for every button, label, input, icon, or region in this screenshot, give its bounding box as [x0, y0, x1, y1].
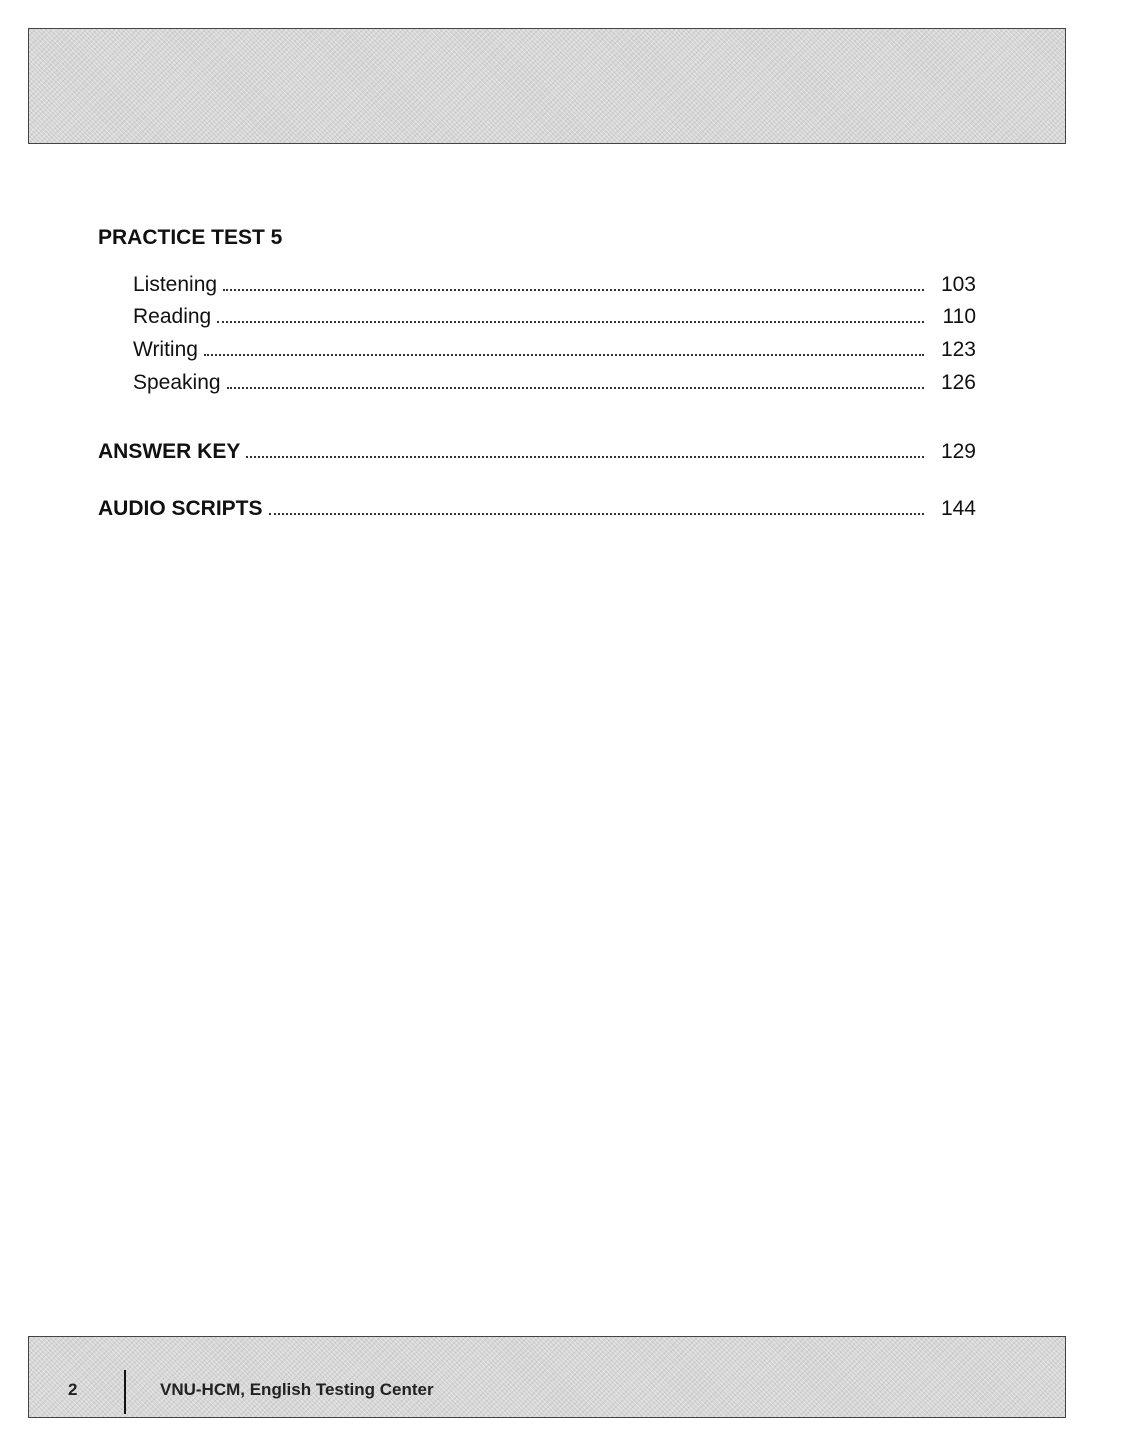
section-title: PRACTICE TEST 5	[98, 226, 283, 249]
dot-leader	[223, 287, 924, 291]
toc-entry-page: 126	[940, 371, 976, 394]
dot-leader	[217, 319, 924, 323]
toc-entry-speaking[interactable]	[133, 372, 976, 393]
toc-entry-label: Listening	[133, 273, 218, 296]
dot-leader	[204, 352, 924, 356]
header-band	[28, 28, 1066, 144]
toc-entry-audio-scripts[interactable]	[98, 498, 976, 519]
toc-entry-page: 103	[940, 273, 976, 296]
dot-leader	[269, 511, 924, 515]
footer-organization: VNU-HCM, English Testing Center	[160, 1380, 434, 1399]
toc-entry-listening[interactable]	[133, 274, 976, 295]
toc-entry-label: AUDIO SCRIPTS	[98, 497, 263, 520]
toc-entry-label: ANSWER KEY	[98, 440, 241, 463]
toc-entry-page: 123	[940, 338, 976, 361]
page-number: 2	[68, 1380, 78, 1399]
toc-entry-page: 129	[940, 440, 976, 463]
toc-entry-label: Reading	[133, 305, 212, 328]
dot-leader	[246, 454, 924, 458]
dot-leader	[227, 385, 924, 389]
toc-entry-label: Speaking	[133, 371, 221, 394]
toc-entry-answer-key[interactable]	[98, 441, 976, 462]
toc-entry-page: 144	[940, 497, 976, 520]
toc-entry-writing[interactable]	[133, 339, 976, 360]
toc-entry-page: 110	[942, 305, 976, 328]
footer-divider	[124, 1370, 126, 1414]
page-footer	[28, 1336, 1064, 1416]
toc-entry-label: Writing	[133, 338, 198, 361]
toc-entry-reading[interactable]	[133, 306, 976, 327]
